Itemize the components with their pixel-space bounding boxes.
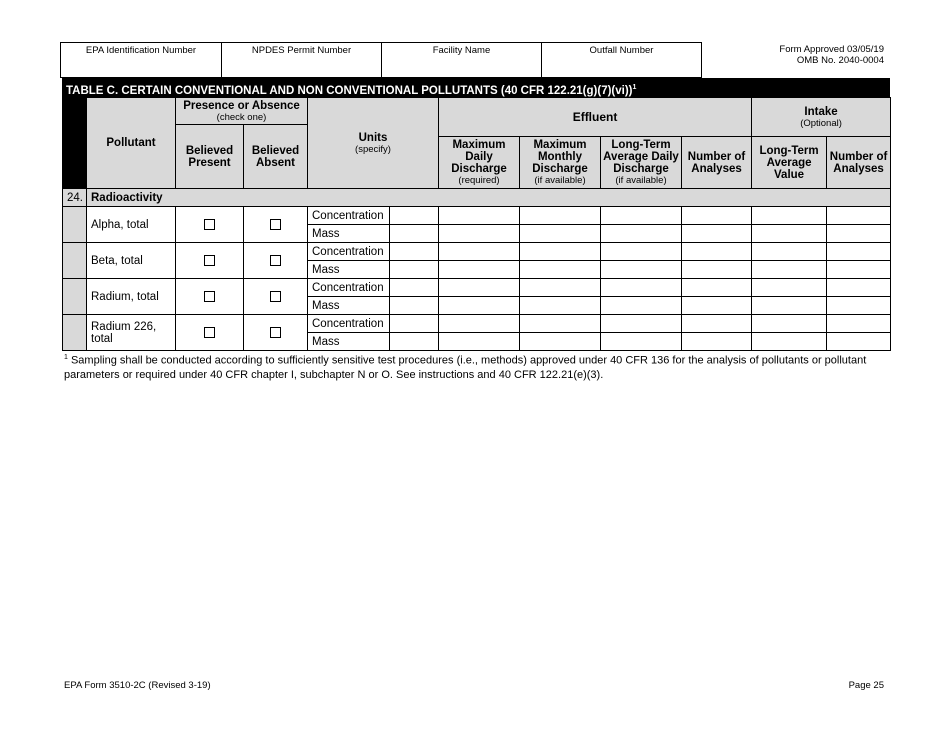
value-cell[interactable] <box>439 279 520 297</box>
header-spacer <box>63 98 87 189</box>
units-sub: (specify) <box>355 143 391 155</box>
page-number: Page 25 <box>848 680 884 691</box>
long-term-daily-label: Long-Term Average Daily Discharge <box>603 139 679 175</box>
believed-present-cell <box>176 315 244 351</box>
presence-sub: (check one) <box>216 111 267 123</box>
value-cell[interactable] <box>682 333 752 351</box>
believed-present-checkbox[interactable] <box>204 219 215 230</box>
col-intake <box>752 98 891 137</box>
unit-input[interactable] <box>390 315 439 333</box>
row-spacer <box>63 279 87 315</box>
believed-present-cell <box>176 279 244 315</box>
col-effluent: Effluent <box>439 98 752 137</box>
believed-absent-cell <box>244 207 308 243</box>
presence-label: Presence or Absence <box>183 99 300 112</box>
outfall-number-label: Outfall Number <box>589 45 654 56</box>
value-cell[interactable] <box>520 297 601 315</box>
unit-label: Mass <box>308 225 390 243</box>
unit-input[interactable] <box>390 243 439 261</box>
value-cell[interactable] <box>682 225 752 243</box>
believed-absent-cell <box>244 315 308 351</box>
value-cell[interactable] <box>439 261 520 279</box>
value-cell[interactable] <box>439 243 520 261</box>
believed-absent-checkbox[interactable] <box>270 327 281 338</box>
believed-absent-checkbox[interactable] <box>270 219 281 230</box>
value-cell[interactable] <box>601 297 682 315</box>
value-cell[interactable] <box>827 315 891 333</box>
value-cell[interactable] <box>520 333 601 351</box>
footnote <box>64 351 894 382</box>
unit-input[interactable] <box>390 261 439 279</box>
value-cell[interactable] <box>827 207 891 225</box>
unit-label: Concentration <box>308 207 390 225</box>
value-cell[interactable] <box>520 243 601 261</box>
unit-label: Mass <box>308 297 390 315</box>
form-approval-info <box>779 44 884 66</box>
unit-label: Concentration <box>308 243 390 261</box>
row-spacer <box>63 243 87 279</box>
believed-present-checkbox[interactable] <box>204 327 215 338</box>
value-cell[interactable] <box>827 333 891 351</box>
row-spacer <box>63 315 87 351</box>
facility-name-label: Facility Name <box>432 45 491 56</box>
value-cell[interactable] <box>682 315 752 333</box>
footnote-text: Sampling shall be conducted according to sufficiently sensitive test procedures (i.e., methods) approved under 40 CFR 136 for the analysis of pollutants or pollutant parameters or required under 40 CFR chapter I, subchapter N or O. See instructions and 40 CFR 122.21(e)(3). <box>64 354 867 381</box>
table-title-footnote-mark: 1 <box>632 84 637 91</box>
col-pollutant: Pollutant <box>87 98 176 189</box>
believed-present-cell <box>176 243 244 279</box>
unit-input[interactable] <box>390 297 439 315</box>
believed-present-cell <box>176 207 244 243</box>
value-cell[interactable] <box>682 297 752 315</box>
believed-present-checkbox[interactable] <box>204 291 215 302</box>
col-max-daily <box>439 137 520 189</box>
value-cell[interactable] <box>520 261 601 279</box>
unit-label: Mass <box>308 261 390 279</box>
col-long-term-daily <box>601 137 682 189</box>
pollutants-table <box>62 97 891 351</box>
outfall-number-field[interactable] <box>541 42 702 78</box>
value-cell[interactable] <box>752 297 827 315</box>
value-cell[interactable] <box>520 315 601 333</box>
value-cell[interactable] <box>752 243 827 261</box>
value-cell[interactable] <box>827 243 891 261</box>
col-believed-absent: Believed Absent <box>244 125 308 189</box>
unit-input[interactable] <box>390 279 439 297</box>
value-cell[interactable] <box>682 243 752 261</box>
pollutant-name: Alpha, total <box>87 207 176 243</box>
unit-input[interactable] <box>390 225 439 243</box>
form-approved-date: Form Approved 03/05/19 <box>779 44 884 55</box>
value-cell[interactable] <box>601 315 682 333</box>
intake-label: Intake <box>804 105 838 118</box>
value-cell[interactable] <box>601 243 682 261</box>
value-cell[interactable] <box>682 261 752 279</box>
value-cell[interactable] <box>439 225 520 243</box>
value-cell[interactable] <box>752 315 827 333</box>
value-cell[interactable] <box>601 261 682 279</box>
pollutant-name: Radium 226, total <box>87 315 176 351</box>
unit-label: Mass <box>308 333 390 351</box>
value-cell[interactable] <box>752 333 827 351</box>
col-units <box>308 98 439 189</box>
value-cell[interactable] <box>752 225 827 243</box>
units-label: Units <box>358 131 388 144</box>
pollutant-name: Radium, total <box>87 279 176 315</box>
col-max-monthly <box>520 137 601 189</box>
value-cell[interactable] <box>439 333 520 351</box>
pollutant-name: Beta, total <box>87 243 176 279</box>
max-daily-label: Maximum Daily Discharge <box>451 139 507 175</box>
value-cell[interactable] <box>520 279 601 297</box>
intake-sub: (Optional) <box>800 117 842 129</box>
max-daily-sub: (required) <box>458 175 500 186</box>
unit-input[interactable] <box>390 333 439 351</box>
value-cell[interactable] <box>520 207 601 225</box>
value-cell[interactable] <box>827 297 891 315</box>
col-believed-present: Believed Present <box>176 125 244 189</box>
section-number: 24. <box>63 189 87 207</box>
value-cell[interactable] <box>439 297 520 315</box>
form-id: EPA Form 3510-2C (Revised 3-19) <box>64 680 211 691</box>
value-cell[interactable] <box>827 261 891 279</box>
epa-id-label: EPA Identification Number <box>85 45 197 56</box>
table-title <box>62 78 890 97</box>
max-monthly-label: Maximum Monthly Discharge <box>532 139 588 175</box>
believed-absent-checkbox[interactable] <box>270 291 281 302</box>
section-name: Radioactivity <box>87 189 891 207</box>
col-presence <box>176 98 308 125</box>
believed-absent-checkbox[interactable] <box>270 255 281 266</box>
value-cell[interactable] <box>439 207 520 225</box>
value-cell[interactable] <box>601 279 682 297</box>
npdes-permit-field[interactable] <box>221 42 381 78</box>
believed-present-checkbox[interactable] <box>204 255 215 266</box>
unit-label: Concentration <box>308 315 390 333</box>
epa-id-field[interactable] <box>60 42 221 78</box>
col-num-analyses: Number of Analyses <box>682 137 752 189</box>
believed-absent-cell <box>244 243 308 279</box>
max-monthly-sub: (if available) <box>534 175 586 186</box>
npdes-permit-label: NPDES Permit Number <box>251 45 352 56</box>
facility-name-field[interactable] <box>381 42 541 78</box>
col-lt-avg-value: Long-Term Average Value <box>752 137 827 189</box>
footnote-mark: 1 <box>64 354 68 361</box>
value-cell[interactable] <box>439 315 520 333</box>
believed-absent-cell <box>244 279 308 315</box>
row-spacer <box>63 207 87 243</box>
value-cell[interactable] <box>827 279 891 297</box>
col-intake-num-analyses: Number of Analyses <box>827 137 891 189</box>
value-cell[interactable] <box>682 207 752 225</box>
unit-label: Concentration <box>308 279 390 297</box>
table-title-text: TABLE C. CERTAIN CONVENTIONAL AND NON CONVENTIONAL POLLUTANTS (40 CFR 122.21(g)(7)(vi)) <box>66 84 633 97</box>
long-term-daily-sub: (if available) <box>615 175 667 186</box>
value-cell[interactable] <box>752 279 827 297</box>
value-cell[interactable] <box>682 279 752 297</box>
value-cell[interactable] <box>827 225 891 243</box>
unit-input[interactable] <box>390 207 439 225</box>
value-cell[interactable] <box>752 207 827 225</box>
value-cell[interactable] <box>601 333 682 351</box>
value-cell[interactable] <box>601 207 682 225</box>
value-cell[interactable] <box>520 225 601 243</box>
omb-number: OMB No. 2040-0004 <box>796 55 884 66</box>
value-cell[interactable] <box>601 225 682 243</box>
value-cell[interactable] <box>752 261 827 279</box>
